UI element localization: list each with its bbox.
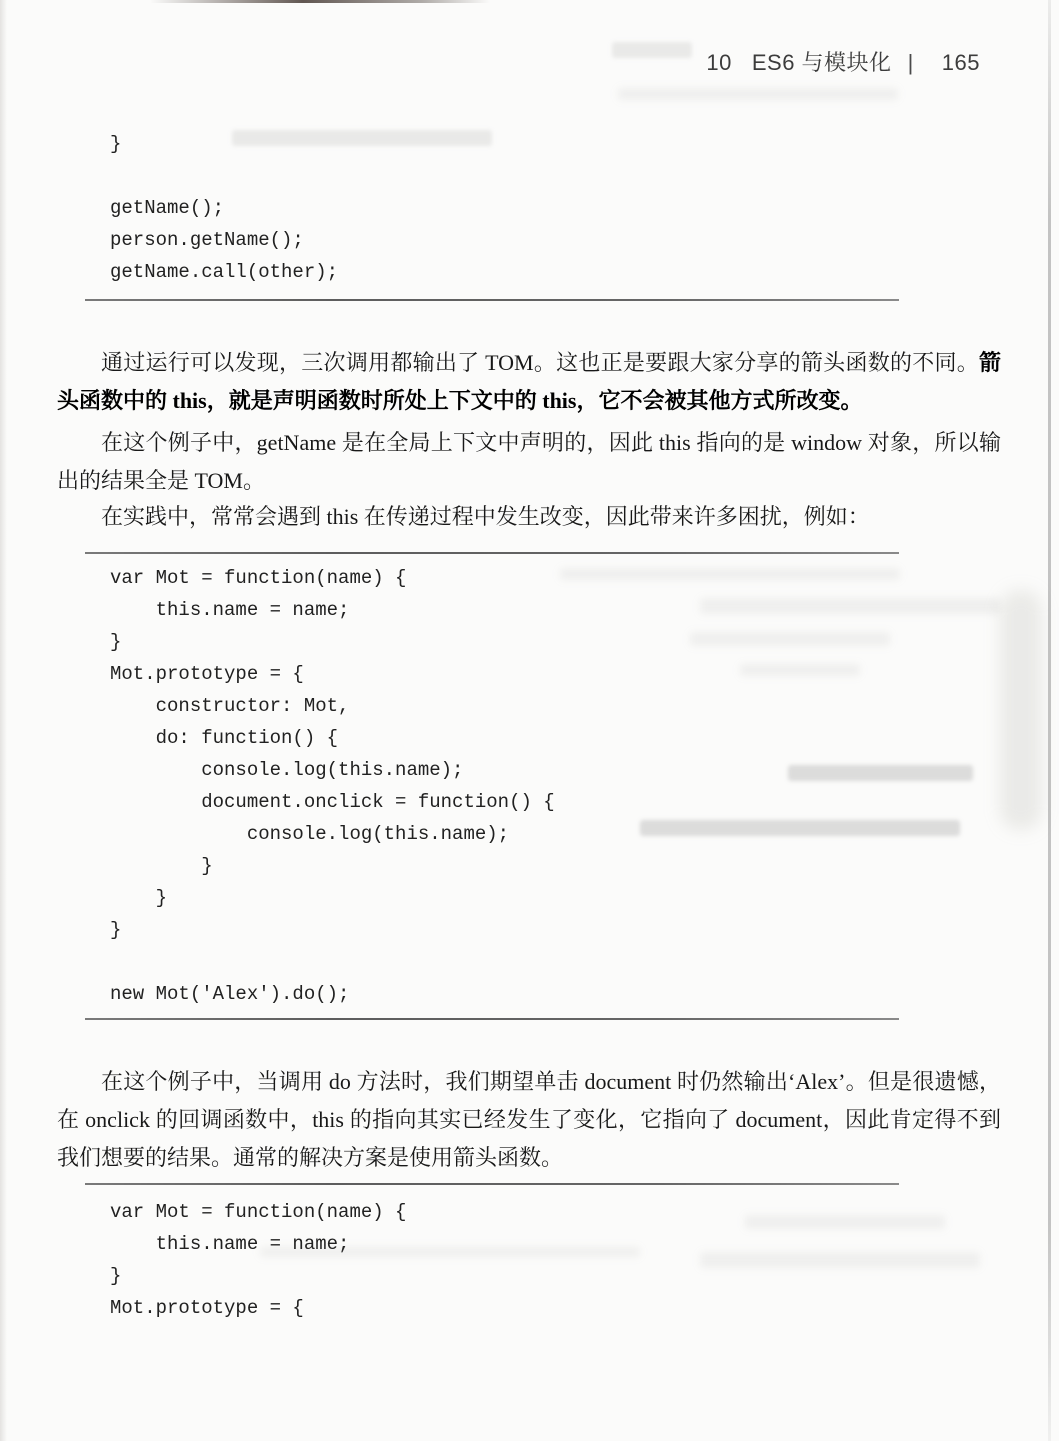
code-line: }: [110, 631, 122, 653]
code-block-1: [110, 128, 338, 288]
code-line: document.onclick = function() {: [110, 791, 555, 813]
code-line: this.name = name;: [110, 599, 350, 621]
code-line: }: [110, 1265, 122, 1287]
scan-smudge: [1000, 590, 1042, 830]
page-number: 165: [941, 50, 980, 75]
bleed-through-ghost: [745, 1215, 945, 1229]
chapter-title: ES6 与模块化: [751, 50, 892, 75]
code-line: do: function() {: [110, 727, 339, 749]
chapter-number: 10: [706, 50, 732, 75]
bleed-through-ghost: [612, 42, 692, 58]
paragraph: 在这个例子中，当调用 do 方法时，我们期望单击 document 时仍然输出‘Alex’。但是很遗憾，在 onclick 的回调函数中，this 的指向其实已经发生了变化，它指向了 document，因此肯定得不到我们想要的结果。通常的解决方案是使用箭头函数。: [57, 1069, 1001, 1170]
code-line: }: [110, 855, 213, 877]
code-block-divider: [85, 1018, 899, 1020]
bleed-through-ghost: [700, 1252, 980, 1268]
code-line: console.log(this.name);: [110, 823, 510, 845]
bleed-through-ghost: [700, 598, 1000, 614]
code-line: constructor: Mot,: [110, 695, 350, 717]
code-block-divider: [85, 1183, 899, 1185]
code-line: getName();: [110, 197, 225, 219]
code-block-divider: [85, 299, 899, 301]
code-line: console.log(this.name);: [110, 759, 464, 781]
header-separator: |: [907, 50, 914, 75]
code-line: }: [110, 887, 168, 909]
code-line: }: [110, 133, 122, 155]
bleed-through-ghost: [618, 88, 898, 100]
paragraph-bold-text: 箭头函数中的 this，就是声明函数时所处上下文中的 this，它不会被其他方式所改变。: [57, 350, 1001, 413]
code-line: var Mot = function(name) {: [110, 1201, 407, 1223]
bleed-through-ghost: [740, 664, 860, 676]
page-header: [706, 46, 980, 77]
scan-left-edge: [0, 0, 7, 1441]
code-block-2: [110, 562, 555, 1010]
code-line: Mot.prototype = {: [110, 1297, 304, 1319]
bleed-through-ghost: [690, 632, 890, 646]
code-line: person.getName();: [110, 229, 304, 251]
code-line: new Mot('Alex').do();: [110, 983, 350, 1005]
paragraph: [57, 344, 1001, 420]
code-line: getName.call(other);: [110, 261, 339, 283]
code-block-3: [110, 1196, 406, 1324]
paragraph-text: 通过运行可以发现，三次调用都输出了 TOM。这也正是要跟大家分享的箭头函数的不同。: [101, 350, 979, 375]
code-block-divider: [85, 552, 899, 554]
paragraph: 在这个例子中，getName 是在全局上下文中声明的，因此 this 指向的是 window 对象，所以输出的结果全是 TOM。: [57, 430, 1001, 493]
scan-top-edge-line: [150, 0, 490, 3]
scan-right-edge: [1048, 0, 1051, 1441]
code-line: Mot.prototype = {: [110, 663, 304, 685]
code-line: }: [110, 919, 122, 941]
code-line: var Mot = function(name) {: [110, 567, 407, 589]
code-line: [110, 160, 338, 192]
bleed-through-ghost: [788, 765, 973, 781]
code-line: [110, 946, 555, 978]
code-line: this.name = name;: [110, 1233, 350, 1255]
bleed-through-ghost: [640, 820, 960, 836]
bleed-through-ghost: [560, 568, 900, 580]
paragraph: 在实践中，常常会遇到 this 在传递过程中发生改变，因此带来许多困扰，例如：: [101, 504, 870, 529]
